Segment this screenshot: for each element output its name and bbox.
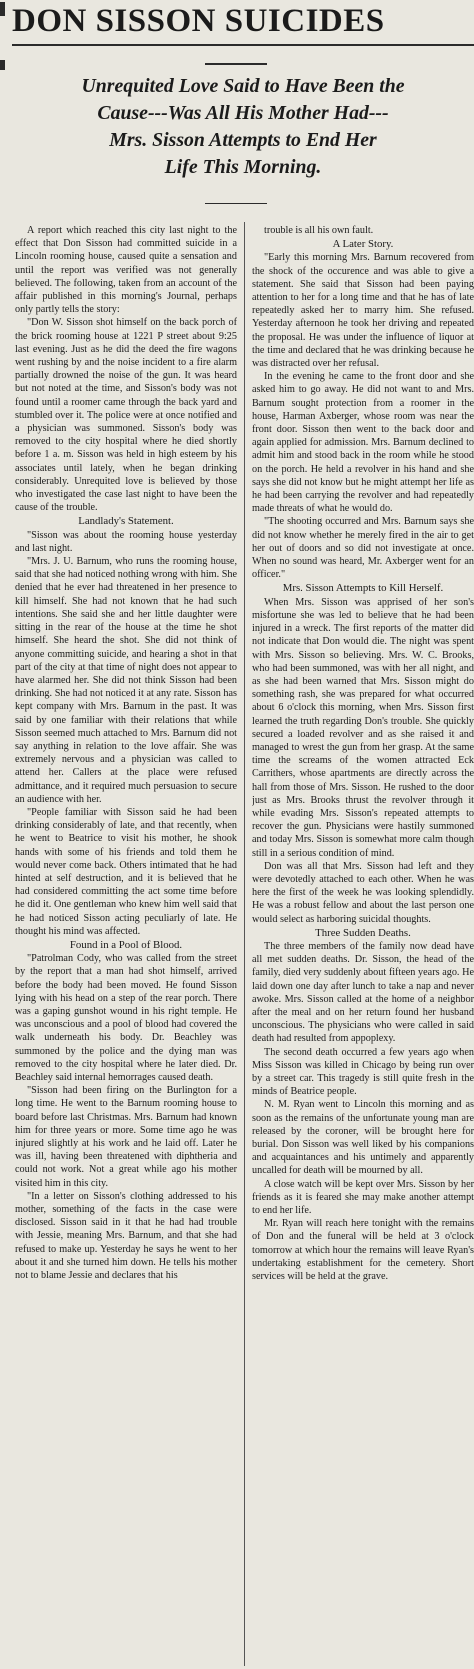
column-divider <box>244 222 245 1666</box>
article-paragraph: "In a letter on Sisson's clothing addressed to his mother, something of the facts in the case were disclosed. Sisson said in it that he had had trouble with Jessie, meaning Mrs. Barnum, and that she had refused to make up. Yesterday he says he went to her about it and she turned him down. He tells his mother not to blame Jessie and declares that his <box>15 1190 237 1282</box>
article-paragraph: Mr. Ryan will reach here tonight with the remains of Don and the funeral will be held at 3 o'clock tomorrow at which hour the remains will leave Ryan's undertaking establishment for the cemetery. Short services will be held at the grave. <box>252 1218 474 1283</box>
article-paragraph: "Patrolman Cody, who was called from the street by the report that a man had shot himself, arrived before the body had been moved. He found Sisson lying with his head on a step of the rear porch. There was a gaping gunshot wound in his right temple. He was unconscious and a pool of blood had covered the walk underneath his body. Dr. Beachley was summoned by the police and the dying man was removed to the city hospital where he later died. Dr. Beachley said internal hemorrages caused death. <box>15 953 237 1083</box>
deck-line: Unrequited Love Said to Have Been the <box>81 75 405 97</box>
deck-line: Cause---Was All His Mother Had--- <box>97 102 389 124</box>
article-paragraph: A report which reached this city last night to the effect that Don Sisson had committed suicide in a Lincoln rooming house, caused quite a sensation and until the report was verified was not generally believed. The following, taken from an account of the affair published in this morning's Journal, perhaps only partly tells the story: <box>15 225 237 316</box>
article-paragraph: "Early this morning Mrs. Barnum recovered from the shock of the occurence and was able to give a statement. She said that Sisson had been paying attention to her for a long time and that he has of late repeatedly asked her to marry him. She refused. Yesterday afternoon he took her driving and repeated the proposal. He was under the influence of liquor at the time and declared that he was drinking because he was distracted over her refusal. <box>252 252 474 370</box>
article-paragraph: In the evening he came to the front door and she asked him to go away. He did not want to and Mrs. Barnum sought protection from a roomer in the house, Harman Axberger, whose room was near the front door. Sisson then went to the back door and again applied for admission. Mrs. Barnum declined to admit him and stood back in the room while he stood on the porch. He held a revolver in his hand and she says she did not know but he might attempt her life as he had been carrying the revolver and had repeatedly made threats of what he would do. <box>252 371 474 515</box>
article-column-left <box>15 224 237 1664</box>
deck-line: Life This Morning. <box>164 156 322 178</box>
article-paragraph: Don was all that Mrs. Sisson had left and they were devotedly attached to each other. When he was here the first of the week he was looking splendidly. He was a robust fellow and about the last person one would select as harboring suicidal thoughts. <box>252 860 474 925</box>
article-paragraph: "Sisson had been firing on the Burlington for a long time. He went to the Barnum rooming house to board before last Christmas. Mrs. Barnum had known him for three years or more. Some time ago he was injured slightly at his work and he laid off. Later he was ill, having been threatened with diphtheria and could not work. Not a great while ago his mother visited him in this city. <box>15 1085 237 1189</box>
article-column-right <box>252 224 474 1664</box>
subheadline-deck <box>12 73 474 181</box>
article-paragraph: trouble is all his own fault. <box>264 225 374 236</box>
headline: DON SISSON SUICIDES <box>12 3 385 39</box>
article-paragraph: When Mrs. Sisson was apprised of her son's misfortune she was led to believe that he had been injured in a wreck. The first reports of the matter did not indicate that Don would die. The night was spent with Mrs. Sisson so believing. Mrs. W. C. Brooks, who had been summoned, was with her all night, and as she had been warned that Mrs. Sisson might do something rash, she was prepared for what occurred about 6 o'clock this morning, when Mrs. Sisson first learned the truth regarding Don's trouble. She quickly secured a loaded revolver and as she raised it and managed to wrest the gun from her grasp. At the same time the screams of the women attracted Eck Carrithers, whose apartments are directly across the hall from those of Mrs. Sisson. He rushed to the door just as Mrs. Brooks thrust the revolver through it while evading Mrs. Sisson's repeated attempts to recover the gun. Physicians were hastily summoned and today Mrs. Sisson is somewhat more calm though still in a serious condition of mind. <box>252 596 474 859</box>
deck-line: Mrs. Sisson Attempts to End Her <box>109 129 377 151</box>
article-paragraph: N. M. Ryan went to Lincoln this morning and as soon as the remains of the unfortunate young man are released by the coroner, will be brought here for burial. Don Sisson was well liked by his companions and acquaintances and his untimely and apparently uncalled for death will be mourned by all. <box>252 1099 474 1177</box>
margin-mark <box>0 60 5 70</box>
headline-rule <box>12 44 474 46</box>
section-subhead: Three Sudden Deaths. <box>315 926 411 939</box>
section-subhead: A Later Story. <box>332 238 394 251</box>
short-rule <box>205 203 267 204</box>
article-paragraph: "Sisson was about the rooming house yesterday and last night. <box>15 529 237 554</box>
article-paragraph: The second death occurred a few years ago when Miss Sisson was killed in Chicago by being run over by a street car. This tragedy is still quite fresh in the minds of Beatrice people. <box>252 1046 474 1098</box>
section-subhead: Mrs. Sisson Attempts to Kill Herself. <box>282 582 444 595</box>
section-subhead: Found in a Pool of Blood. <box>69 938 183 951</box>
article-paragraph: The three members of the family now dead have all met sudden deaths. Dr. Sisson, the head of the family, died very suddenly about fifteen years ago. He laid down one day after lunch to take a nap and never awoke. Mrs. Sisson called at the home of a neighbor after the meal and on her return found her husband unconscious. The physicians who were called in said death had resulted from appoplexy. <box>252 940 474 1045</box>
article-paragraph: A close watch will be kept over Mrs. Sisson by her friends as it is feared she may make another attempt to end her life. <box>252 1178 474 1217</box>
article-paragraph: "People familiar with Sisson said he had been drinking considerably of late, and that recently, when he went to Beatrice to visit his mother, he shook hands with some of his friends and told them he would never come back. Others intimated that he had hinted at self destruction, and it is believed that he had considered committing the act some time before he did it. One gentleman who knew him well said that he had noticed Sisson acting peculiarly of late. He thought his mind was affected. <box>15 806 237 937</box>
section-subhead: Landlady's Statement. <box>78 515 174 528</box>
margin-mark <box>0 2 5 16</box>
short-rule <box>205 63 267 65</box>
article-paragraph: "Mrs. J. U. Barnum, who runs the rooming house, said that she had noticed nothing wrong with him. She denied that he ever had threatened in her presence to kill himself. She had not known that he had such intentions. She said she and her little daughter were sitting in the rear of the house at the time he shot himself. She heard the shot. She did not think of anyone committing suicide, and hearing a shot in that part of the city at that time of night does not appear to have alarmed her. She did not think Sisson had been drinking. She had not noticed it at any rate. Sisson has kept company with Mrs. Barnum in the past. It was said by one familiar with their relations that while Sisson seemed much attached to Mrs. Barnum did not say anything in relation to the love affair. She was extremely nervous and a physician was called to attend her. Callers at the place were refused admittance, and it required much persuasion to secure an audience with her. <box>15 556 237 805</box>
article-paragraph: "The shooting occurred and Mrs. Barnum says she did not know whether he merely fired in the air to get her out of doors and so did not investigate at once. When no sound was heard, Mr. Axberger went for an officer." <box>252 516 474 581</box>
article-paragraph: "Don W. Sisson shot himself on the back porch of the brick rooming house at 1221 P street about 9:25 last evening. Just as he did the deed the fire wagons went rushing by and the noise incident to a fire alarm partially drowned the noise of the gun. It was heard but not noted at the time, and Sisson's body was not found until a roomer came through the back yard and stumbled over it. The police were at once notified and a physician was summoned. Sisson's body was removed to the city hospital where he died shortly before 1 a. m. Sisson was held in high esteem by his associates until lately, when he began drinking considerably. Unrequited love is believed by those who investigated the case last night to have been the cause of the trouble. <box>15 317 237 514</box>
